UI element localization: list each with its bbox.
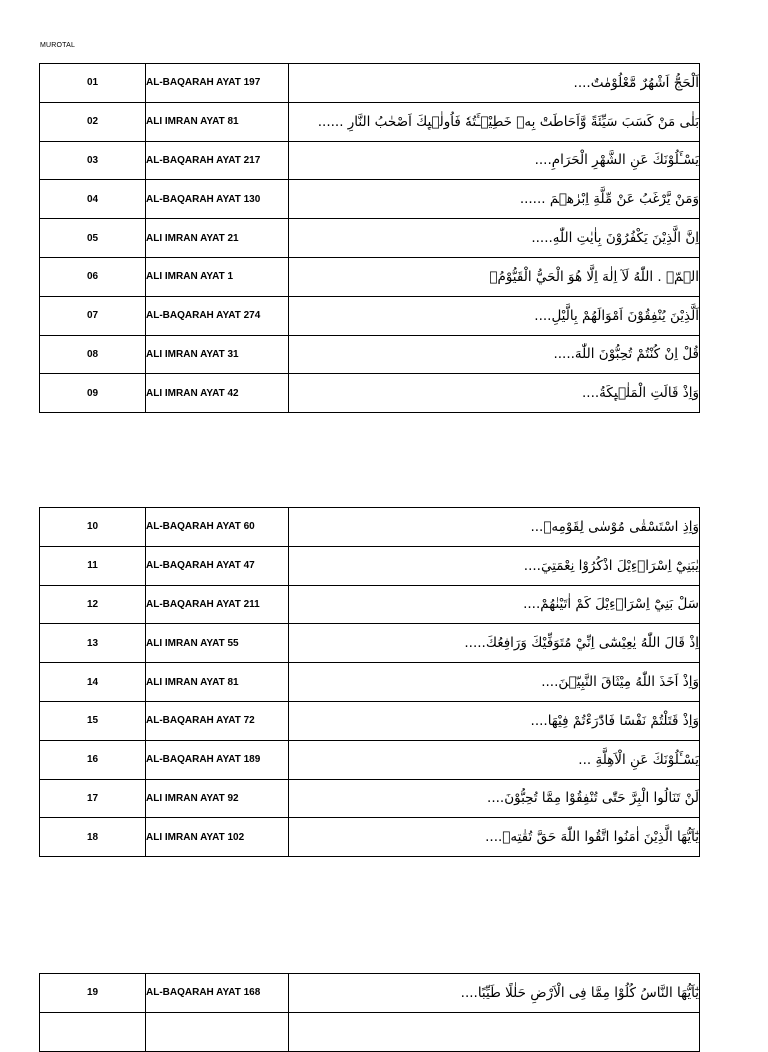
row-number [40,1012,146,1051]
ayah-text: اِذْ قَالَ اللّٰهُ يٰعِيْسٰٓى اِنِّيْ مُتَوَفِّيْكَ وَرَافِعُكَ..... [289,624,700,663]
surah-reference: AL-BAQARAH AYAT 60 [146,508,289,547]
row-number: 11 [40,546,146,585]
row-number: 05 [40,219,146,258]
row-number: 14 [40,663,146,702]
ayah-text: يٰٓاَيُّهَا النَّاسُ كُلُوْا مِمَّا فِى الْاَرْضِ حَلٰلًا طَيِّبًا.... [289,974,700,1013]
ayah-text: بَلٰى مَنْ كَسَبَ سَيِّئَةً وَّاَحَاطَتْ بِهٖ خَطِيْۤـَٔتُهٗ فَاُولٰۤىِٕكَ اَصْحٰبُ النَّارِ ...... [289,102,700,141]
table-row [40,818,700,857]
row-number: 02 [40,102,146,141]
murotal-table-2 [39,507,700,857]
ayah-text: اَلْحَجُّ اَشْهُرٌ مَّعْلُوْمٰتٌ.... [289,64,700,103]
row-number: 13 [40,624,146,663]
ayah-text: قُلْ اِنْ كُنْتُمْ تُحِبُّوْنَ اللّٰهَ..... [289,335,700,374]
ayah-text: اِنَّ الَّذِيْنَ يَكْفُرُوْنَ بِاٰيٰتِ اللّٰهِ..... [289,219,700,258]
surah-reference: AL-BAQARAH AYAT 211 [146,585,289,624]
surah-reference: AL-BAQARAH AYAT 274 [146,296,289,335]
surah-reference: ALI IMRAN AYAT 55 [146,624,289,663]
ayah-text: لَنْ تَنَالُوا الْبِرَّ حَتّٰى تُنْفِقُوْا مِمَّا تُحِبُّوْنَ.... [289,779,700,818]
surah-reference: AL-BAQARAH AYAT 47 [146,546,289,585]
row-number: 09 [40,374,146,413]
row-number: 12 [40,585,146,624]
ayah-text: يٰٓاَيُّهَا الَّذِيْنَ اٰمَنُوا اتَّقُوا اللّٰهَ حَقَّ تُقٰتِهٖ.... [289,818,700,857]
table-row [40,624,700,663]
surah-reference: AL-BAQARAH AYAT 217 [146,141,289,180]
row-number: 16 [40,740,146,779]
table-row [40,508,700,547]
table-row [40,219,700,258]
surah-reference: ALI IMRAN AYAT 102 [146,818,289,857]
surah-reference: ALI IMRAN AYAT 21 [146,219,289,258]
table-row [40,974,700,1013]
row-number: 04 [40,180,146,219]
murotal-table-3 [39,973,700,1052]
table-row [40,335,700,374]
table-row [40,546,700,585]
surah-reference [146,1012,289,1051]
document-label: MUROTAL [40,42,76,49]
row-number: 10 [40,508,146,547]
table-row [40,740,700,779]
table-row [40,296,700,335]
table-row [40,1012,700,1051]
table-row [40,180,700,219]
ayah-text: الۤمّۤ . اللّٰهُ لَآ اِلٰهَ اِلَّا هُوَ الْحَيُّ الْقَيُّوْمُۗ [289,257,700,296]
row-number: 15 [40,701,146,740]
table-row [40,779,700,818]
surah-reference: ALI IMRAN AYAT 81 [146,663,289,702]
ayah-text: وَمَنْ يَّرْغَبُ عَنْ مِّلَّةِ اِبْرٰهٖمَ ...... [289,180,700,219]
ayah-text: سَلْ بَنِيْٓ اِسْرَاۤءِيْلَ كَمْ اٰتَيْنٰهُمْ.... [289,585,700,624]
surah-reference: ALI IMRAN AYAT 92 [146,779,289,818]
ayah-text: يَسْـَٔلُوْنَكَ عَنِ الشَّهْرِ الْحَرَامِ.... [289,141,700,180]
ayah-text: وَاِذْ قَالَتِ الْمَلٰۤىِٕكَةُ.... [289,374,700,413]
ayah-text: يٰبَنِيْٓ اِسْرَاۤءِيْلَ اذْكُرُوْا نِعْمَتِيَ.... [289,546,700,585]
ayah-text: وَاِذِ اسْتَسْقٰى مُوْسٰى لِقَوْمِهٖ... [289,508,700,547]
table-row [40,141,700,180]
table-row [40,257,700,296]
ayah-text: اَلَّذِيْنَ يُنْفِقُوْنَ اَمْوَالَهُمْ بِالَّيْلِ.... [289,296,700,335]
surah-reference: AL-BAQARAH AYAT 197 [146,64,289,103]
row-number: 19 [40,974,146,1013]
surah-reference: ALI IMRAN AYAT 31 [146,335,289,374]
table-row [40,102,700,141]
surah-reference: ALI IMRAN AYAT 1 [146,257,289,296]
row-number: 08 [40,335,146,374]
table-row [40,585,700,624]
row-number: 06 [40,257,146,296]
table-row [40,663,700,702]
surah-reference: AL-BAQARAH AYAT 72 [146,701,289,740]
table-row [40,374,700,413]
surah-reference: AL-BAQARAH AYAT 130 [146,180,289,219]
surah-reference: AL-BAQARAH AYAT 189 [146,740,289,779]
ayah-text [289,1012,700,1051]
murotal-table-1 [39,63,700,413]
row-number: 18 [40,818,146,857]
ayah-text: وَاِذْ قَتَلْتُمْ نَفْسًا فَادّٰرَءْتُمْ فِيْهَا.... [289,701,700,740]
ayah-text: وَاِذْ اَخَذَ اللّٰهُ مِيْثَاقَ النَّبِيّٖنَ.... [289,663,700,702]
table-row [40,64,700,103]
surah-reference: ALI IMRAN AYAT 42 [146,374,289,413]
surah-reference: AL-BAQARAH AYAT 168 [146,974,289,1013]
row-number: 01 [40,64,146,103]
surah-reference: ALI IMRAN AYAT 81 [146,102,289,141]
row-number: 03 [40,141,146,180]
row-number: 17 [40,779,146,818]
table-row [40,701,700,740]
row-number: 07 [40,296,146,335]
ayah-text: يَسْـَٔلُوْنَكَ عَنِ الْاَهِلَّةِ ... [289,740,700,779]
